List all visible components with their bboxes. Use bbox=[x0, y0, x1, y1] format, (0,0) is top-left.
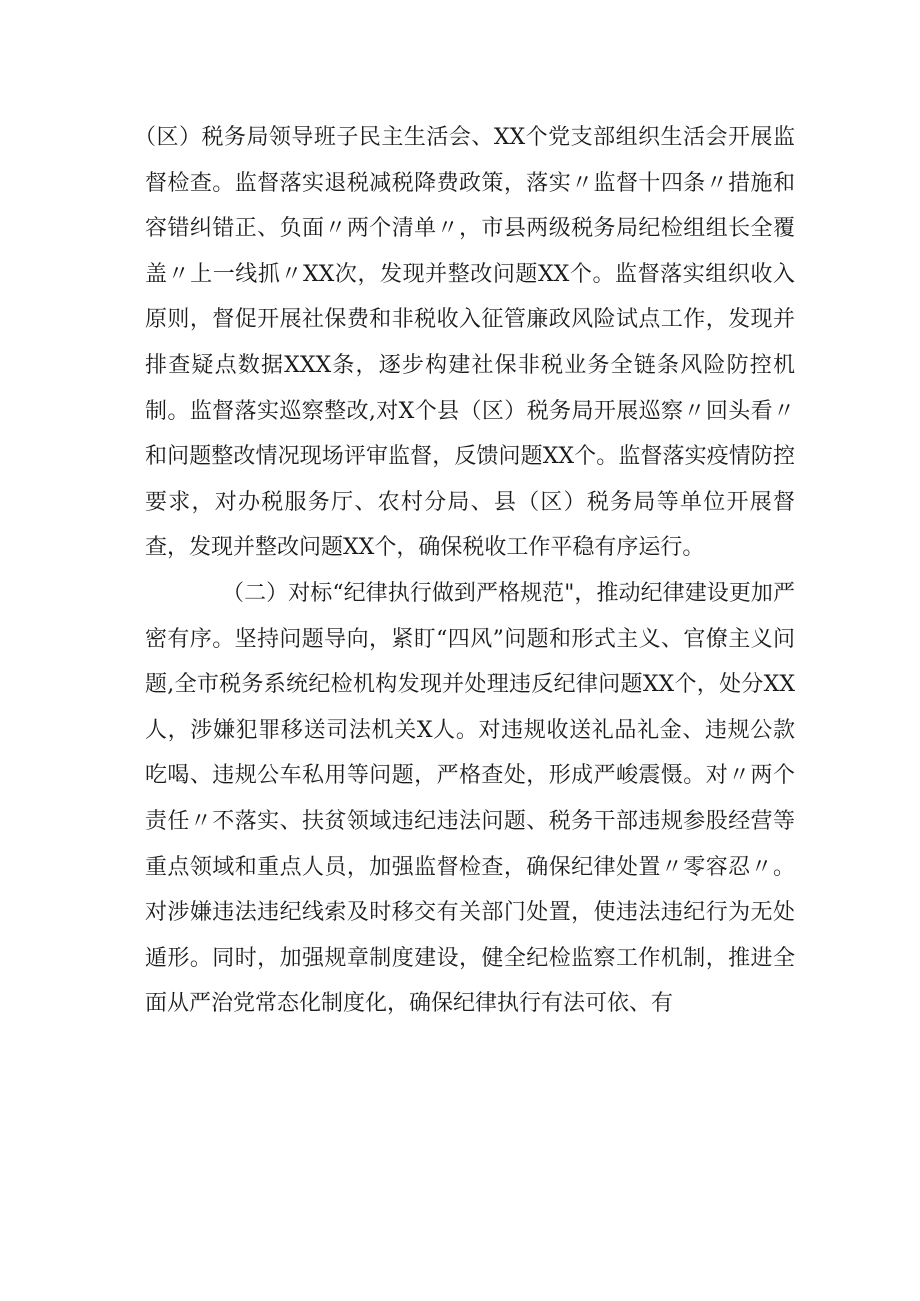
document-body bbox=[134, 115, 795, 1027]
paragraph-discipline-execution: （二）对标“纪律执行做到严格规范"，推动纪律建设更加严密有序。坚持问题导向，紧盯“四风”问题和形式主义、官僚主义问题,全市税务系统纪检机构发现并处理违反纪律问题XX个，处分XX人，涉嫌犯罪移送司法机关X人。对违规收送礼品礼金、违规公款吃喝、违规公车私用等问题，严格查处，形成严峻震慑。对〃两个责任〃不落实、扶贫领域违纪违法问题、税务干部违规参股经营等重点领域和重点人员，加强监督检查，确保纪律处置〃零容忍〃。对涉嫌违法违纪线索及时移交有关部门处置，使违法违纪行为无处遁形。同时，加强规章制度建设，健全纪检监察工作机制，推进全面从严治党常态化制度化，确保纪律执行有法可依、有 bbox=[145, 580, 795, 1017]
paragraph-supervision-inspection: （区）税务局领导班子民主生活会、XX个党支部组织生活会开展监督检查。监督落实退税减税降费政策，落实〃监督十四条〃措施和容错纠错正、负面〃两个清单〃，市县两级税务局纪检组组长全覆盖〃上一线抓〃XX次，发现并整改问题XX个。监督落实组织收入原则，督促开展社保费和非税收入征管廉政风险试点工作，发现并排查疑点数据XXX条，逐步构建社保非税业务全链条风险防控机制。监督落实巡察整改,对X个县（区）税务局开展巡察〃回头看〃和问题整改情况现场评审监督，反馈问题XX个。监督落实疫情防控要求，对办税服务厅、农村分局、县（区）税务局等单位开展督查，发现并整改问题XX个，确保税收工作平稳有序运行。 bbox=[134, 125, 795, 561]
